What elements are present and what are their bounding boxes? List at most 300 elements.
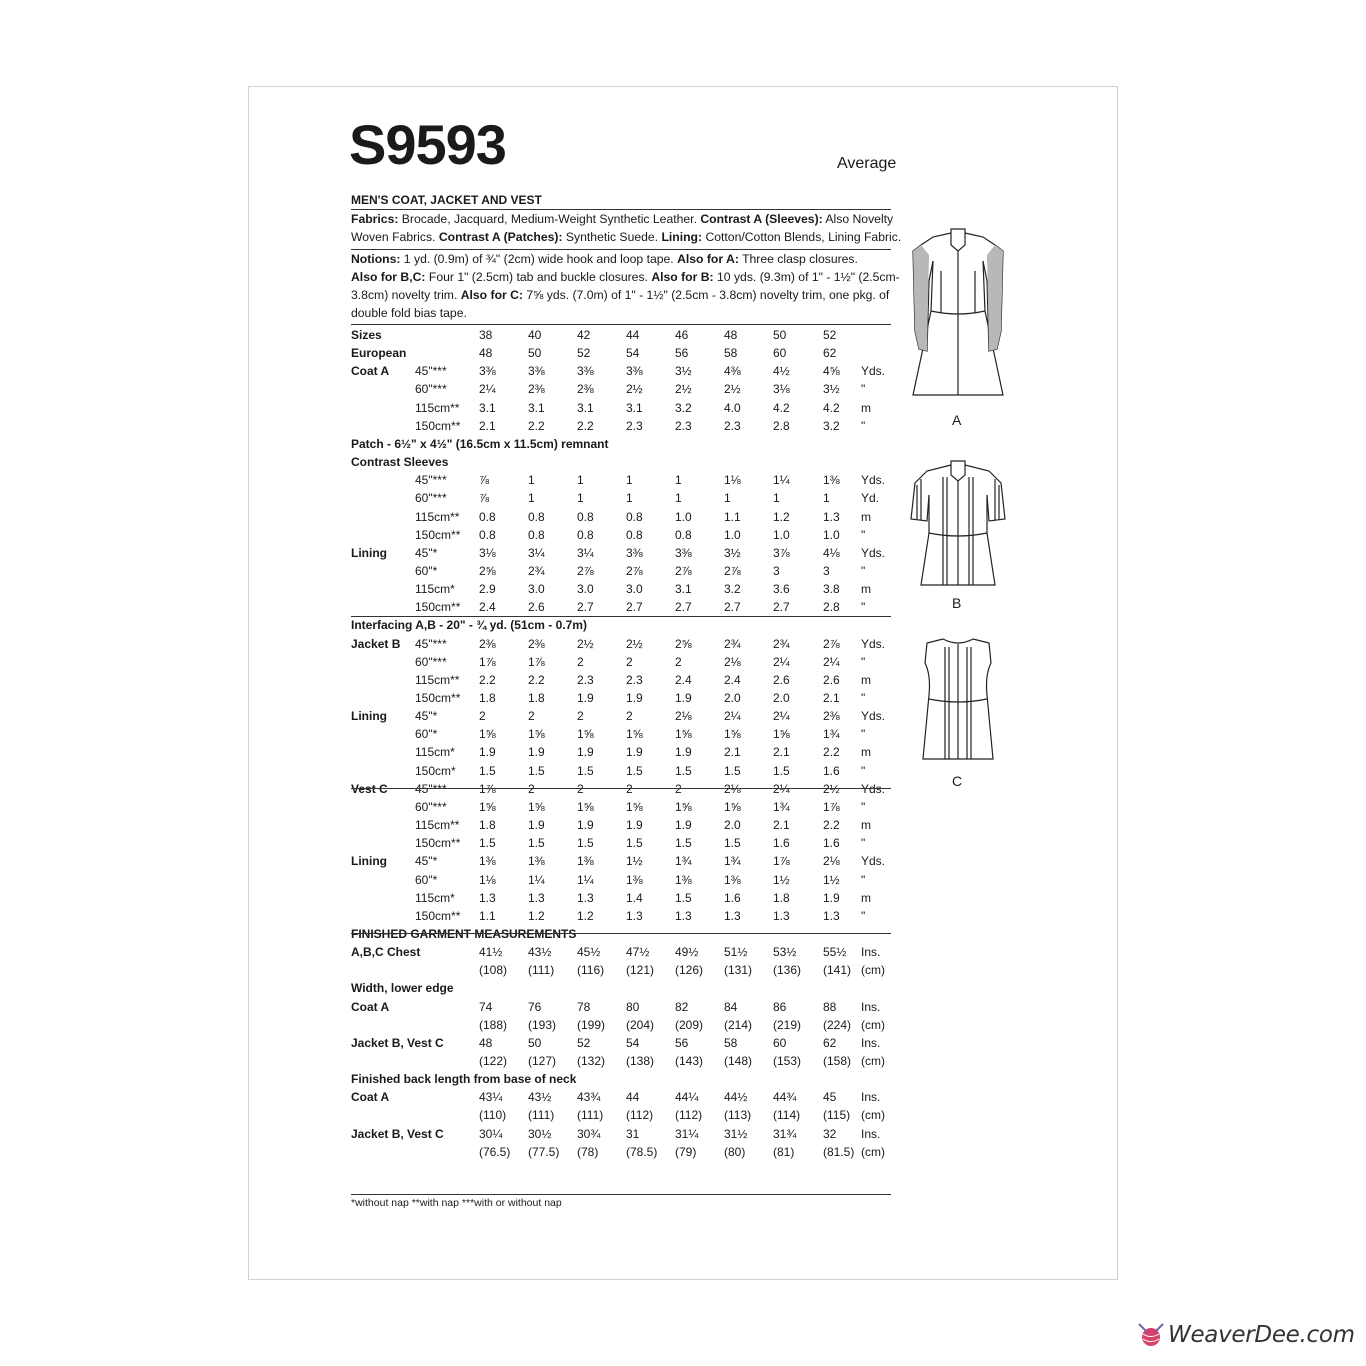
view-b-label: B — [952, 595, 962, 611]
table-cell: (153) — [773, 1054, 802, 1068]
table-cell: (122) — [479, 1054, 508, 1068]
table-cell: (78) — [577, 1144, 599, 1159]
table-cell: 1½ — [823, 872, 840, 887]
unit-label: m — [861, 400, 871, 415]
table-cell: (148) — [724, 1054, 753, 1068]
table-cell: 3⅜ — [626, 545, 643, 560]
view-a-coat-drawing — [903, 221, 1013, 406]
row-label: Coat A — [351, 1090, 390, 1105]
table-cell: 3 — [823, 563, 830, 578]
table-cell: 30½ — [528, 1126, 552, 1141]
table-cell: 1⅝ — [528, 727, 545, 742]
table-cell: (81.5) — [823, 1144, 855, 1159]
watermark — [1134, 1320, 1355, 1350]
table-cell: 2¼ — [479, 382, 496, 397]
table-cell: 2 — [528, 709, 535, 724]
table-cell: 31 — [626, 1126, 640, 1141]
table-cell: 54 — [626, 346, 640, 361]
table-cell: 1.5 — [577, 763, 594, 778]
fabric-width: 115cm* — [415, 582, 455, 597]
table-cell: (158) — [823, 1054, 852, 1068]
table-cell: 32 — [823, 1126, 837, 1141]
unit-label: (cm) — [861, 1108, 885, 1123]
table-note: Patch - 6½" x 4½" (16.5cm x 11.5cm) remnant — [351, 436, 609, 451]
row-label: Jacket B, Vest C — [351, 1126, 444, 1141]
table-cell: 1.2 — [773, 509, 790, 524]
table-cell: 52 — [823, 328, 837, 342]
table-cell: 3½ — [675, 364, 692, 379]
table-cell: 60 — [773, 1035, 787, 1050]
table-cell: 0.8 — [528, 527, 545, 542]
table-cell: 0.8 — [528, 509, 545, 524]
table-cell: (115) — [823, 1108, 851, 1123]
row-label: European — [351, 346, 407, 361]
table-cell: 1.3 — [479, 890, 496, 905]
table-cell: 1⅝ — [528, 799, 545, 814]
table-cell: 2⅞ — [577, 563, 594, 578]
fabric-width: 45"*** — [415, 473, 447, 488]
text-segment: 1 yd. (0.9m) of ¾" (2cm) wide hook and loop tape. — [400, 252, 678, 266]
fabric-width: 60"*** — [415, 382, 447, 397]
table-cell: 0.8 — [675, 527, 692, 542]
fabric-width: 150cm* — [415, 763, 456, 778]
table-cell: 2.2 — [823, 818, 840, 833]
table-cell: 2.6 — [823, 672, 840, 687]
table-cell: 2½ — [724, 382, 741, 397]
unit-label: " — [861, 563, 866, 578]
fabric-width: 45"* — [415, 854, 438, 869]
table-cell: 1.5 — [773, 763, 790, 778]
table-cell: 48 — [724, 328, 738, 342]
table-cell: 3⅜ — [577, 364, 594, 379]
table-cell: (121) — [626, 963, 655, 978]
table-cell: 1.5 — [479, 836, 496, 851]
table-cell: 1.5 — [577, 836, 594, 851]
table-cell: 1⅝ — [773, 727, 790, 742]
table-cell: 58 — [724, 346, 738, 361]
table-cell: 86 — [773, 999, 787, 1014]
table-cell: 2 — [626, 709, 633, 724]
table-cell: 2 — [577, 781, 584, 796]
table-cell: 2.7 — [626, 600, 643, 615]
table-cell: 0.8 — [577, 527, 594, 542]
table-cell: 1.9 — [626, 691, 643, 705]
fabric-width: 115cm** — [415, 400, 460, 415]
divider — [351, 933, 891, 934]
table-cell: 3.2 — [823, 418, 840, 433]
table-cell: 1.5 — [528, 836, 545, 851]
unit-label: m — [861, 672, 871, 687]
fabric-width: 115cm** — [415, 509, 460, 524]
table-cell: (204) — [626, 1017, 655, 1032]
table-cell: 2⅞ — [626, 563, 643, 578]
table-cell: (81) — [773, 1144, 795, 1159]
table-cell: 0.8 — [626, 527, 643, 542]
table-cell: 1.5 — [479, 763, 496, 778]
view-a-label: A — [952, 412, 962, 428]
table-cell: 80 — [626, 999, 640, 1014]
table-cell: 3½ — [823, 382, 840, 397]
table-cell: 30¾ — [577, 1126, 601, 1141]
table-cell: 3.0 — [528, 582, 545, 597]
divider — [351, 616, 891, 617]
table-cell: 1.2 — [528, 908, 545, 923]
fabric-width: 60"*** — [415, 799, 447, 814]
table-cell: 42 — [577, 328, 591, 342]
table-cell: 2 — [577, 654, 584, 669]
table-cell: 74 — [479, 999, 493, 1014]
table-cell: 1.9 — [479, 745, 496, 760]
table-cell: 38 — [479, 328, 493, 342]
table-cell: 1 — [626, 491, 633, 506]
table-cell: 0.8 — [479, 527, 496, 542]
table-cell: 2.2 — [823, 745, 840, 760]
divider — [351, 788, 891, 789]
fabric-width: 60"* — [415, 563, 438, 578]
table-cell: 53½ — [773, 945, 797, 960]
unit-label: " — [861, 727, 866, 742]
unit-label: " — [861, 418, 866, 433]
footnote: *without nap **with nap ***with or without nap — [351, 1197, 562, 1209]
text-segment: Lining: — [661, 230, 703, 244]
table-cell: 0.8 — [626, 509, 643, 524]
table-cell: 3.2 — [675, 400, 692, 415]
table-cell: 82 — [675, 999, 689, 1014]
table-cell: 43½ — [528, 1090, 552, 1105]
table-cell: 1⅜ — [528, 854, 545, 869]
row-label: Lining — [351, 854, 387, 869]
pattern-title: MEN'S COAT, JACKET AND VEST — [351, 193, 542, 207]
table-cell: 1⅞ — [479, 781, 496, 796]
table-cell: (136) — [773, 963, 802, 978]
fabric-width: 45"*** — [415, 636, 447, 651]
table-cell: 54 — [626, 1035, 640, 1050]
unit-label: Ins. — [861, 1126, 881, 1141]
table-cell: 2⅛ — [724, 654, 741, 669]
unit-label: Yd. — [861, 491, 880, 506]
fabric-width: 115cm** — [415, 672, 460, 687]
table-cell: 2¼ — [773, 654, 790, 669]
unit-label: (cm) — [861, 1144, 885, 1159]
unit-label: m — [861, 582, 871, 597]
table-cell: 3.6 — [773, 582, 790, 597]
table-cell: (219) — [773, 1017, 802, 1032]
unit-label: " — [861, 799, 866, 814]
table-cell: 1.5 — [675, 890, 692, 905]
pattern-envelope-back — [248, 86, 1118, 1280]
table-cell: 1 — [528, 473, 535, 488]
table-cell: 2 — [626, 654, 633, 669]
table-cell: 1.9 — [675, 745, 692, 760]
table-cell: 2.1 — [479, 418, 496, 433]
table-cell: 44 — [626, 328, 640, 342]
table-cell: 1.8 — [773, 890, 790, 905]
table-cell: 1.8 — [479, 691, 496, 705]
unit-label: Ins. — [861, 945, 881, 960]
fabric-width: 115cm* — [415, 745, 455, 760]
table-cell: (188) — [479, 1017, 508, 1032]
table-cell: 1 — [528, 491, 535, 506]
table-cell: 4⅜ — [724, 364, 741, 379]
table-cell: 1⅞ — [528, 654, 545, 669]
table-cell: 4½ — [773, 364, 790, 379]
fabric-width: 45"* — [415, 545, 438, 560]
table-cell: 43¾ — [577, 1090, 601, 1105]
table-cell: 50 — [528, 346, 542, 361]
table-cell: 1⅜ — [724, 872, 741, 887]
table-cell: 45 — [823, 1090, 837, 1105]
table-cell: 2½ — [675, 382, 692, 397]
table-cell: 4.2 — [823, 400, 840, 415]
table-cell: 1⅞ — [479, 654, 496, 669]
table-cell: 31¾ — [773, 1126, 797, 1141]
unit-label: " — [861, 691, 866, 705]
row-label: Jacket B — [351, 636, 401, 651]
unit-label: Yds. — [861, 709, 886, 724]
unit-label: Yds. — [861, 364, 886, 379]
table-cell: 1⅜ — [675, 872, 692, 887]
table-cell: 3.2 — [724, 582, 741, 597]
text-segment: Four 1" (2.5cm) tab and buckle closures. — [425, 270, 652, 284]
table-cell: 2.3 — [724, 418, 741, 433]
table-cell: 1.3 — [773, 908, 790, 923]
unit-label: m — [861, 890, 871, 905]
table-cell: 58 — [724, 1035, 738, 1050]
table-cell: 2½ — [823, 781, 840, 796]
view-c-vest-drawing — [913, 635, 1003, 765]
table-cell: 46 — [675, 328, 689, 342]
notions_lines-line — [351, 286, 889, 304]
table-cell: 1⅝ — [479, 799, 496, 814]
table-cell: 1 — [823, 491, 830, 506]
table-cell: 2 — [577, 709, 584, 724]
table-cell: (78.5) — [626, 1144, 658, 1159]
table-cell: 1.5 — [724, 836, 741, 851]
fabric-width: 115cm** — [415, 818, 460, 833]
notions_lines-line — [351, 268, 900, 286]
table-cell: 1.5 — [675, 763, 692, 778]
table-cell: (112) — [626, 1108, 654, 1123]
view-c-label: C — [952, 773, 963, 789]
fabric-width: 150cm** — [415, 418, 461, 433]
table-cell: 1⅜ — [479, 854, 496, 869]
table-cell: 2.4 — [724, 672, 741, 687]
text-segment: Fabrics: — [351, 212, 399, 226]
table-cell: 2.7 — [577, 600, 594, 615]
table-cell: 1.9 — [528, 818, 545, 833]
yarn-logo-icon — [1134, 1322, 1168, 1348]
table-cell: 1.1 — [724, 509, 741, 524]
table-cell: ⅞ — [479, 491, 490, 506]
table-cell: (110) — [479, 1108, 507, 1123]
table-cell: 43¼ — [479, 1090, 503, 1105]
unit-label: (cm) — [861, 963, 885, 978]
table-cell: 3.1 — [577, 400, 594, 415]
table-cell: 1.9 — [528, 745, 545, 760]
divider — [351, 1194, 891, 1195]
table-cell: 1⅛ — [724, 473, 741, 488]
table-cell: 1⅝ — [724, 727, 741, 742]
text-segment: 3.8cm) novelty trim. — [351, 288, 461, 302]
table-cell: 1.5 — [626, 836, 643, 851]
table-cell: 51½ — [724, 945, 748, 960]
row-label: Coat A — [351, 364, 390, 379]
table-cell: (113) — [724, 1108, 752, 1123]
table-cell: (114) — [773, 1108, 801, 1123]
table-cell: 2.2 — [528, 418, 545, 433]
table-cell: 1½ — [626, 854, 643, 869]
table-cell: 1.5 — [528, 763, 545, 778]
fabric-width: 45"*** — [415, 781, 447, 796]
table-cell: 2.2 — [528, 672, 545, 687]
text-segment: 7⅝ yds. (7.0m) of 1" - 1½" (2.5cm - 3.8cm) novelty trim, one pkg. of — [523, 288, 890, 302]
notions_lines-line — [351, 250, 858, 268]
table-cell: 1⅜ — [823, 473, 840, 488]
text-segment: Woven Fabrics. — [351, 230, 439, 244]
table-cell: 1⅝ — [675, 799, 692, 814]
unit-label: " — [861, 382, 866, 397]
table-cell: 55½ — [823, 945, 847, 960]
table-cell: 1.9 — [675, 818, 692, 833]
table-cell: 2⅛ — [823, 854, 840, 869]
table-cell: 2.1 — [773, 745, 790, 760]
table-cell: 2.7 — [724, 600, 741, 615]
fabric-width: 45"* — [415, 709, 438, 724]
table-cell: 1⅝ — [626, 799, 643, 814]
table-cell: (116) — [577, 963, 605, 978]
table-cell: 44½ — [724, 1090, 748, 1105]
table-cell: 2¼ — [773, 709, 790, 724]
table-cell: 1.5 — [675, 836, 692, 851]
unit-label: Yds. — [861, 545, 886, 560]
table-cell: 1.6 — [823, 836, 840, 851]
table-cell: 1.6 — [773, 836, 790, 851]
table-cell: 3⅛ — [773, 382, 790, 397]
table-cell: (193) — [528, 1017, 557, 1032]
table-cell: 2⅜ — [528, 382, 545, 397]
table-cell: 2⅛ — [675, 709, 692, 724]
table-cell: 1 — [675, 491, 682, 506]
pattern-number: S9593 — [349, 113, 506, 176]
table-cell: 2¼ — [724, 709, 741, 724]
table-cell: 2 — [675, 654, 682, 669]
table-cell: 0.8 — [479, 509, 496, 524]
table-cell: (126) — [675, 963, 704, 978]
table-cell: 1.5 — [724, 763, 741, 778]
table-cell: 2⅞ — [724, 563, 741, 578]
text-segment: Also Novelty — [822, 212, 894, 226]
text-segment: double fold bias tape. — [351, 306, 467, 320]
fabrics_lines-line — [351, 228, 901, 246]
table-cell: 1 — [724, 491, 731, 506]
table-cell: 1.2 — [577, 908, 594, 923]
table-cell: (111) — [528, 1108, 555, 1123]
table-cell: 4.0 — [724, 400, 741, 415]
table-cell: 2.6 — [528, 600, 545, 615]
table-cell: 2½ — [626, 636, 643, 651]
table-cell: 56 — [675, 1035, 689, 1050]
table-cell: 1.3 — [577, 890, 594, 905]
table-cell: 2⅛ — [724, 781, 741, 796]
table-cell: (138) — [626, 1054, 655, 1068]
row-label: Vest C — [351, 781, 388, 796]
table-cell: 1.4 — [626, 890, 643, 905]
table-cell: 88 — [823, 999, 837, 1014]
unit-label: " — [861, 527, 866, 542]
unit-label: " — [861, 872, 866, 887]
table-cell: 1¼ — [773, 473, 790, 488]
text-segment: Also for B: — [651, 270, 714, 284]
table-cell: 4.2 — [773, 400, 790, 415]
fabrics_lines-line — [351, 210, 893, 228]
table-cell: 2.0 — [724, 818, 741, 833]
text-segment: Brocade, Jacquard, Medium-Weight Synthetic Leather. — [398, 212, 701, 226]
table-cell: 2.1 — [724, 745, 741, 760]
text-segment: Contrast A (Patches): — [438, 230, 563, 244]
table-cell: 2.2 — [479, 672, 496, 687]
unit-label: " — [861, 908, 866, 923]
table-cell: 3¼ — [528, 545, 545, 560]
table-cell: 44 — [626, 1090, 640, 1105]
table-cell: 1.5 — [626, 763, 643, 778]
table-cell: 3⅜ — [479, 364, 496, 379]
table-cell: 1.0 — [773, 527, 790, 542]
unit-label: " — [861, 600, 866, 615]
row-label: Jacket B, Vest C — [351, 1035, 444, 1050]
unit-label: " — [861, 654, 866, 669]
table-cell: (214) — [724, 1017, 753, 1032]
table-cell: 56 — [675, 346, 689, 361]
table-cell: ⅞ — [479, 473, 490, 488]
text-segment: Also for B,C: — [351, 270, 426, 284]
table-cell: 2⅜ — [479, 636, 496, 651]
table-cell: 3⅜ — [528, 364, 545, 379]
table-cell: 3.1 — [675, 582, 692, 597]
text-segment: Cotton/Cotton Blends, Lining Fabric. — [702, 230, 902, 244]
table-cell: 1 — [626, 473, 633, 488]
table-cell: 1.9 — [626, 818, 643, 833]
table-cell: (131) — [724, 963, 753, 978]
table-cell: 1 — [675, 473, 682, 488]
table-cell: 1.6 — [823, 763, 840, 778]
table-cell: (76.5) — [479, 1144, 511, 1159]
fabric-width: 60"* — [415, 727, 438, 742]
unit-label: Yds. — [861, 781, 886, 796]
table-cell: 2¼ — [773, 781, 790, 796]
table-cell: 1.3 — [626, 908, 643, 923]
fabric-width: 60"* — [415, 872, 438, 887]
table-cell: 1⅜ — [626, 872, 643, 887]
table-cell: 1.9 — [577, 818, 594, 833]
table-cell: 3⅜ — [675, 545, 692, 560]
table-cell: 1¾ — [773, 799, 790, 814]
table-cell: 3.1 — [626, 400, 643, 415]
table-cell: 50 — [528, 1035, 542, 1050]
divider — [351, 324, 891, 325]
fabric-width: 150cm** — [415, 527, 461, 542]
row-label: Contrast Sleeves — [351, 455, 449, 470]
table-cell: 1⅝ — [479, 727, 496, 742]
text-segment: Also for C: — [460, 288, 524, 302]
table-cell: 1¼ — [577, 872, 594, 887]
table-cell: 1⅞ — [773, 854, 790, 869]
table-cell: 41½ — [479, 945, 503, 960]
table-cell: 2⅞ — [675, 563, 692, 578]
table-cell: 31¼ — [675, 1126, 699, 1141]
table-cell: (112) — [675, 1108, 703, 1123]
table-cell: 1⅞ — [823, 799, 840, 814]
table-cell: 2⅝ — [479, 563, 496, 578]
